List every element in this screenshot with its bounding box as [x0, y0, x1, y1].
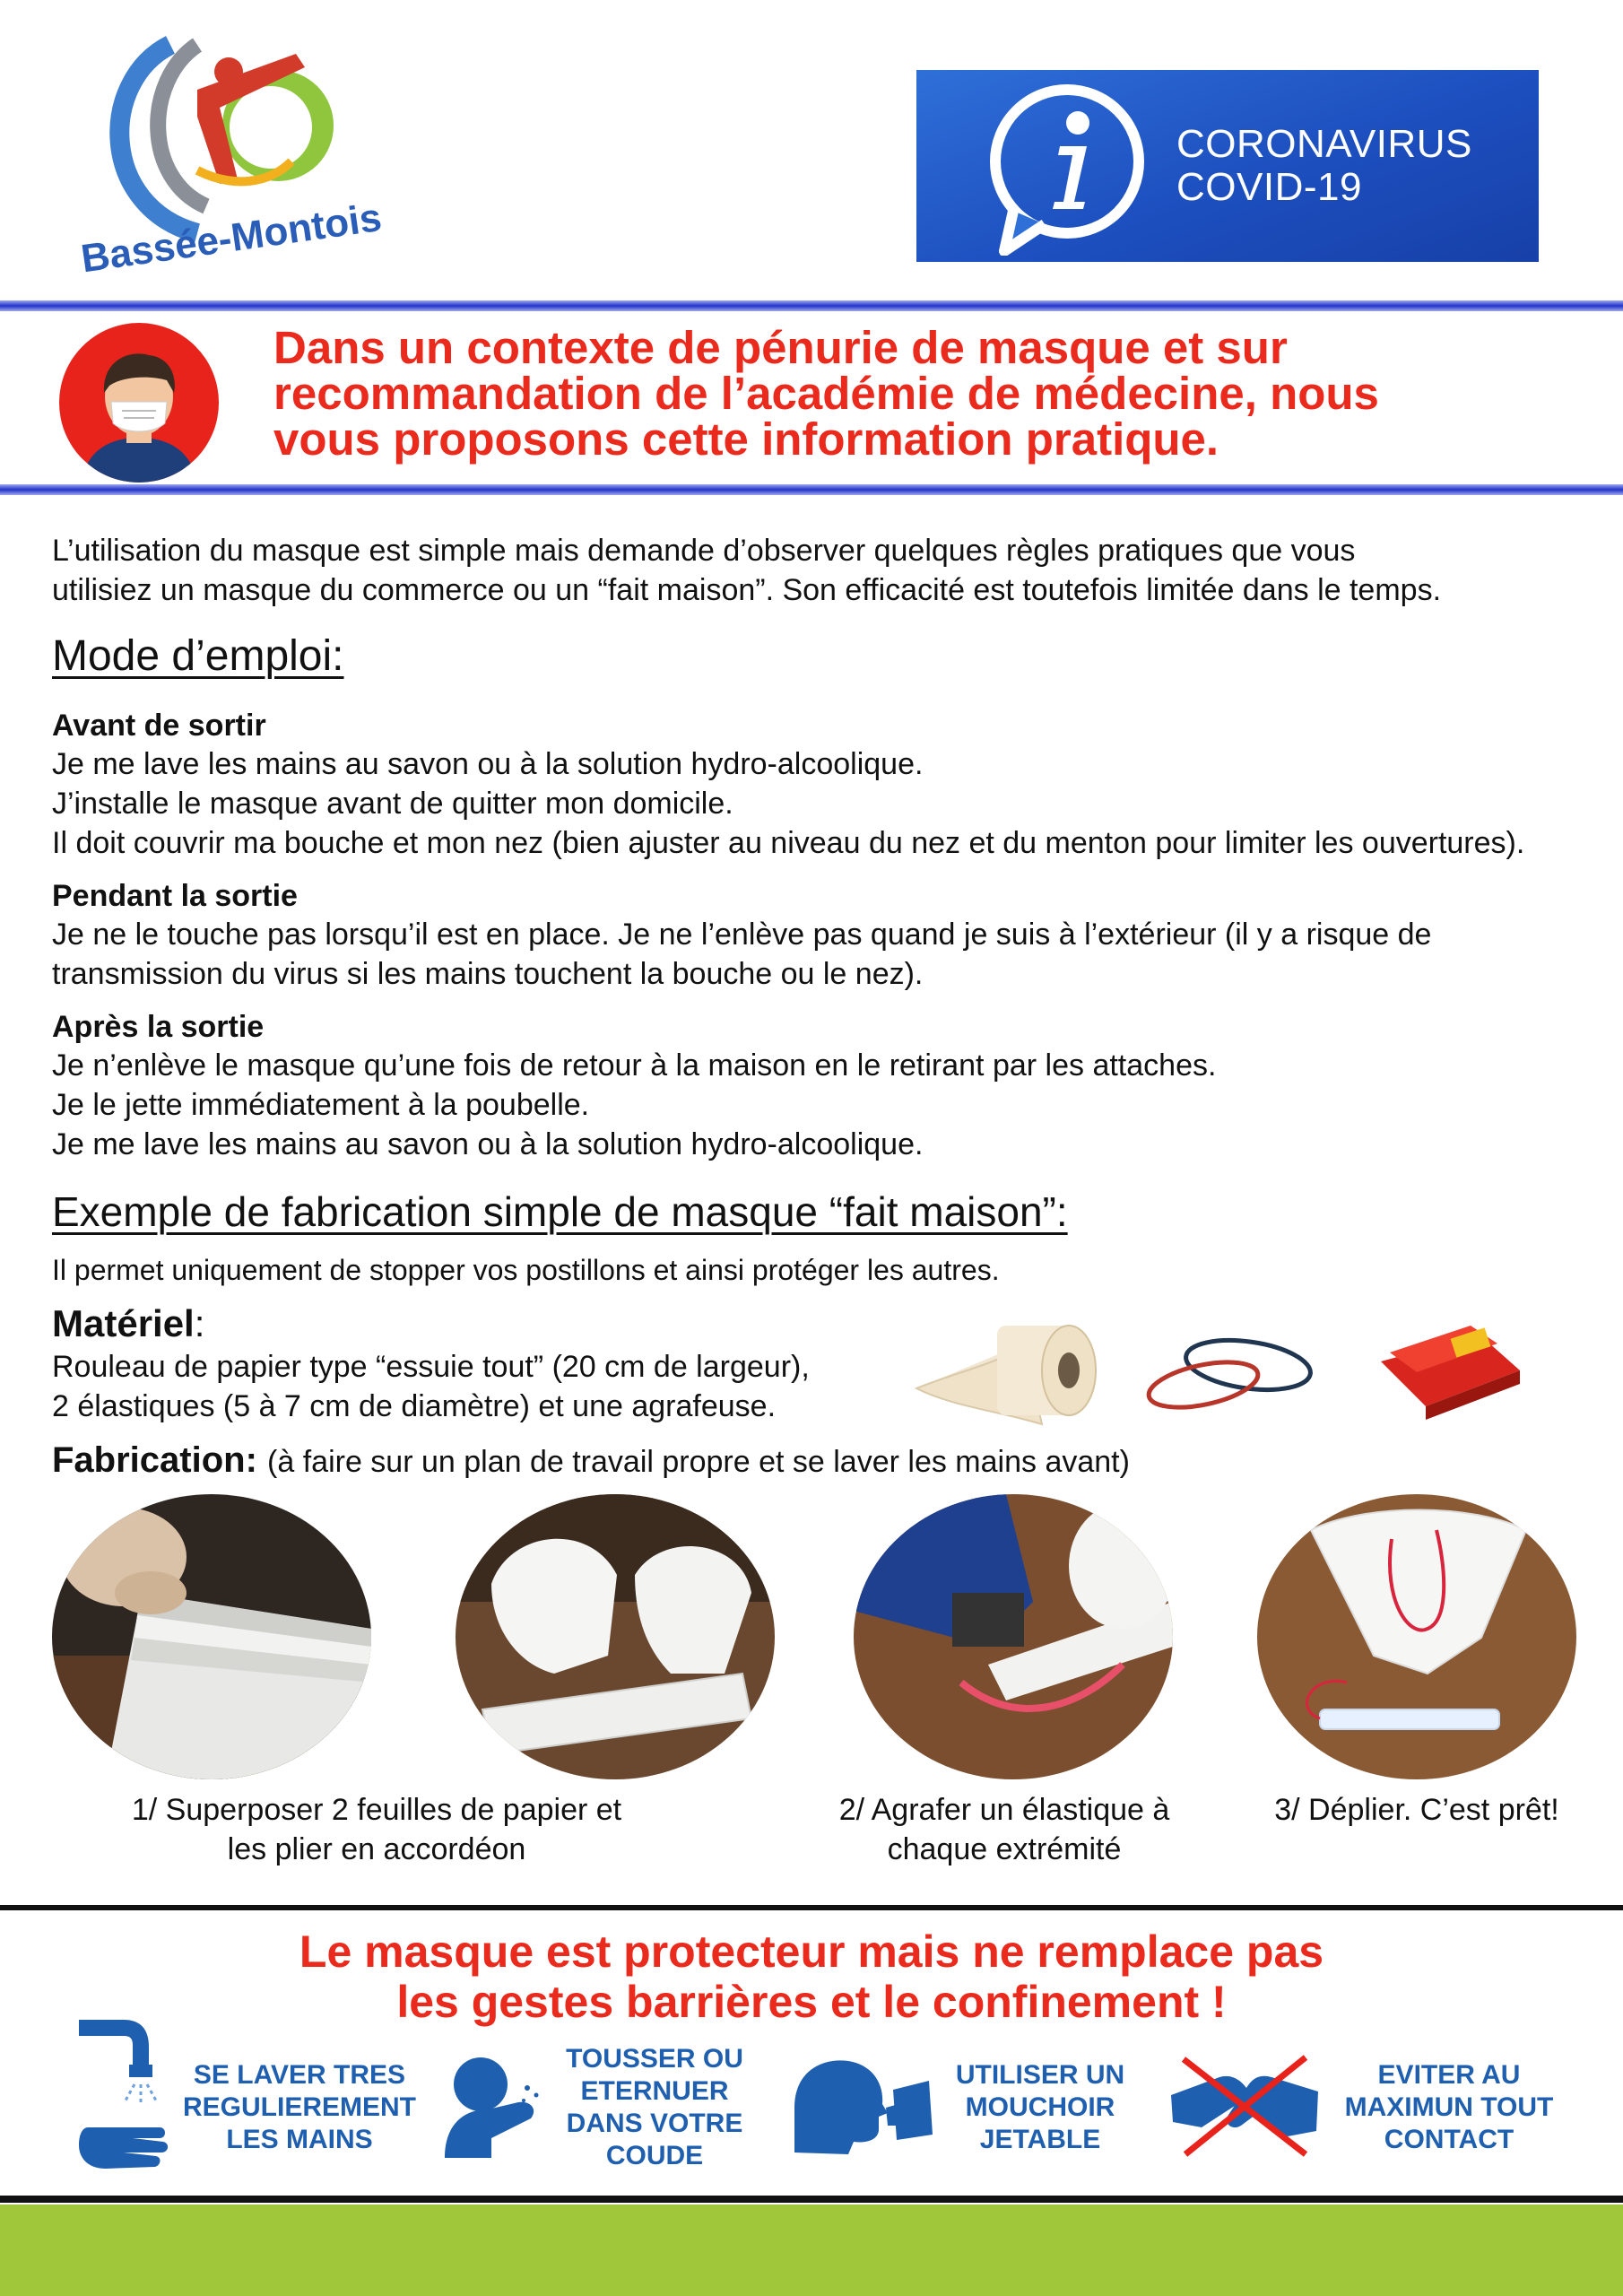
- mode-emploi-title: Mode d’emploi:: [52, 632, 344, 680]
- top-divider: [0, 300, 1623, 311]
- materiel-line: Rouleau de papier type “essuie tout” (20 cm de largeur),: [52, 1350, 810, 1384]
- gesture-tissue-text: [934, 2059, 1146, 2156]
- materiel-colon: :: [194, 1302, 205, 1344]
- gesture-contact-text: [1324, 2059, 1575, 2156]
- materiel-title: Matériel: [52, 1302, 195, 1344]
- gesture-line: CONTACT: [1384, 2125, 1515, 2154]
- gesture-line: ETERNUER: [580, 2076, 729, 2106]
- step-3-caption: [1237, 1790, 1596, 1830]
- materiel-line: 2 élastiques (5 à 7 cm de diamètre) et une agrafeuse.: [52, 1389, 777, 1423]
- step-1-line: 1/ Superposer 2 feuilles de papier et: [131, 1793, 622, 1827]
- gesture-line: UTILISER UN: [955, 2060, 1125, 2090]
- gesture-wash-text: [176, 2059, 423, 2156]
- intro-line: utilisiez un masque du commerce ou un “fait maison”. Son efficacité est toutefois limitée dans le temps.: [52, 573, 1442, 607]
- tissue-icon: [785, 2054, 936, 2154]
- fabrication-note: (à faire sur un plan de travail propre et se laver les mains avant): [267, 1445, 1130, 1479]
- gesture-line: COUDE: [605, 2141, 704, 2170]
- pendant-lines: [52, 915, 1431, 994]
- fabrication-title: Fabrication:: [52, 1440, 257, 1480]
- step-photo-finished-mask: [1257, 1494, 1576, 1779]
- pendant-line: transmission du virus si les mains touchent la bouche ou le nez).: [52, 957, 924, 991]
- gesture-line: MAXIMUN TOUT: [1344, 2092, 1554, 2122]
- footer-headline-line: les gestes barrières et le confinement !: [396, 1977, 1227, 2027]
- step-photo-staple: [854, 1494, 1173, 1779]
- green-footer-band: [0, 2205, 1623, 2296]
- banner-line-1: CORONAVIRUS: [1176, 122, 1472, 166]
- headline-divider: [0, 484, 1623, 495]
- gesture-line: EVITER AU: [1377, 2060, 1521, 2090]
- materiel-lines: [52, 1347, 810, 1426]
- step-photo-press: [456, 1494, 775, 1779]
- gesture-line: DANS VOTRE: [566, 2109, 743, 2138]
- headline-line: vous proposons cette information pratique.: [273, 413, 1219, 465]
- apres-title: Après la sortie: [52, 1010, 265, 1044]
- step-photo-fold: [52, 1494, 371, 1779]
- intro-line: L’utilisation du masque est simple mais demande d’observer quelques règles pratiques que vous: [52, 534, 1356, 568]
- apres-line: Je le jette immédiatement à la poubelle.: [52, 1088, 590, 1122]
- avant-line: Je me lave les mains au savon ou à la solution hydro-alcoolique.: [52, 747, 924, 781]
- avant-title: Avant de sortir: [52, 709, 266, 743]
- materiel-heading: [52, 1302, 204, 1345]
- logo-text: Bassée-Montois: [78, 195, 385, 282]
- footer-headline: [0, 1926, 1623, 2027]
- fabrication-heading: [52, 1440, 1130, 1481]
- step-2-caption: [807, 1790, 1202, 1869]
- gesture-line: MOUCHOIR: [965, 2092, 1115, 2122]
- elastic-bands-icon: [1141, 1329, 1320, 1415]
- step-1-line: les plier en accordéon: [227, 1832, 526, 1866]
- pendant-title: Pendant la sortie: [52, 879, 298, 913]
- footer-top-rule: [0, 1905, 1623, 1910]
- footer-bottom-rule: [0, 2196, 1623, 2203]
- pendant-line: Je ne le touche pas lorsqu’il est en place. Je ne l’enlève pas quand je suis à l’extérieur (il y a risque de: [52, 918, 1432, 952]
- step-2-line: 2/ Agrafer un élastique à: [838, 1793, 1170, 1827]
- gesture-line: JETABLE: [979, 2125, 1101, 2154]
- avant-lines: [52, 744, 1524, 863]
- intro-paragraph: [52, 531, 1441, 610]
- avant-line: Il doit couvrir ma bouche et mon nez (bien ajuster au niveau du nez et du menton pour limiter les ouvertures).: [52, 826, 1525, 860]
- masked-person-icon: [59, 323, 219, 483]
- hand-wash-icon: [70, 2011, 170, 2178]
- avant-line: J’installe le masque avant de quitter mon domicile.: [52, 787, 733, 821]
- gesture-line: LES MAINS: [226, 2125, 373, 2154]
- exemple-title: Exemple de fabrication simple de masque “fait maison”:: [52, 1188, 1068, 1235]
- no-handshake-icon: [1166, 2050, 1324, 2161]
- apres-line: Je n’enlève le masque qu’une fois de retour à la maison en le retirant par les attaches.: [52, 1048, 1217, 1083]
- bassee-montois-logo: [63, 9, 386, 287]
- stapler-icon: [1372, 1317, 1524, 1424]
- gesture-line: REGULIEREMENT: [182, 2092, 416, 2122]
- gesture-line: TOUSSER OU: [566, 2044, 743, 2074]
- headline-line: Dans un contexte de pénurie de masque et sur: [273, 322, 1288, 373]
- headline-line: recommandation de l’académie de médecine, nous: [273, 368, 1379, 419]
- gesture-line: SE LAVER TRES: [193, 2060, 406, 2090]
- step-3-line: 3/ Déplier. C’est prêt!: [1274, 1793, 1559, 1827]
- headline: [273, 322, 1601, 465]
- covid-info-banner: [916, 70, 1539, 262]
- paper-roll-icon: [907, 1308, 1099, 1430]
- info-speech-bubble-icon: [977, 76, 1157, 256]
- gesture-cough-text: [549, 2043, 760, 2172]
- apres-line: Je me lave les mains au savon ou à la solution hydro-alcoolique.: [52, 1127, 924, 1161]
- step-2-line: chaque extrémité: [887, 1832, 1122, 1866]
- step-1-caption: [108, 1790, 646, 1869]
- banner-line-2: COVID-19: [1176, 165, 1362, 209]
- cough-elbow-icon: [438, 2052, 552, 2158]
- apres-lines: [52, 1046, 1216, 1164]
- footer-headline-line: Le masque est protecteur mais ne remplace pas: [299, 1926, 1324, 1977]
- exemple-subtitle: Il permet uniquement de stopper vos postillons et ainsi protéger les autres.: [52, 1254, 1000, 1286]
